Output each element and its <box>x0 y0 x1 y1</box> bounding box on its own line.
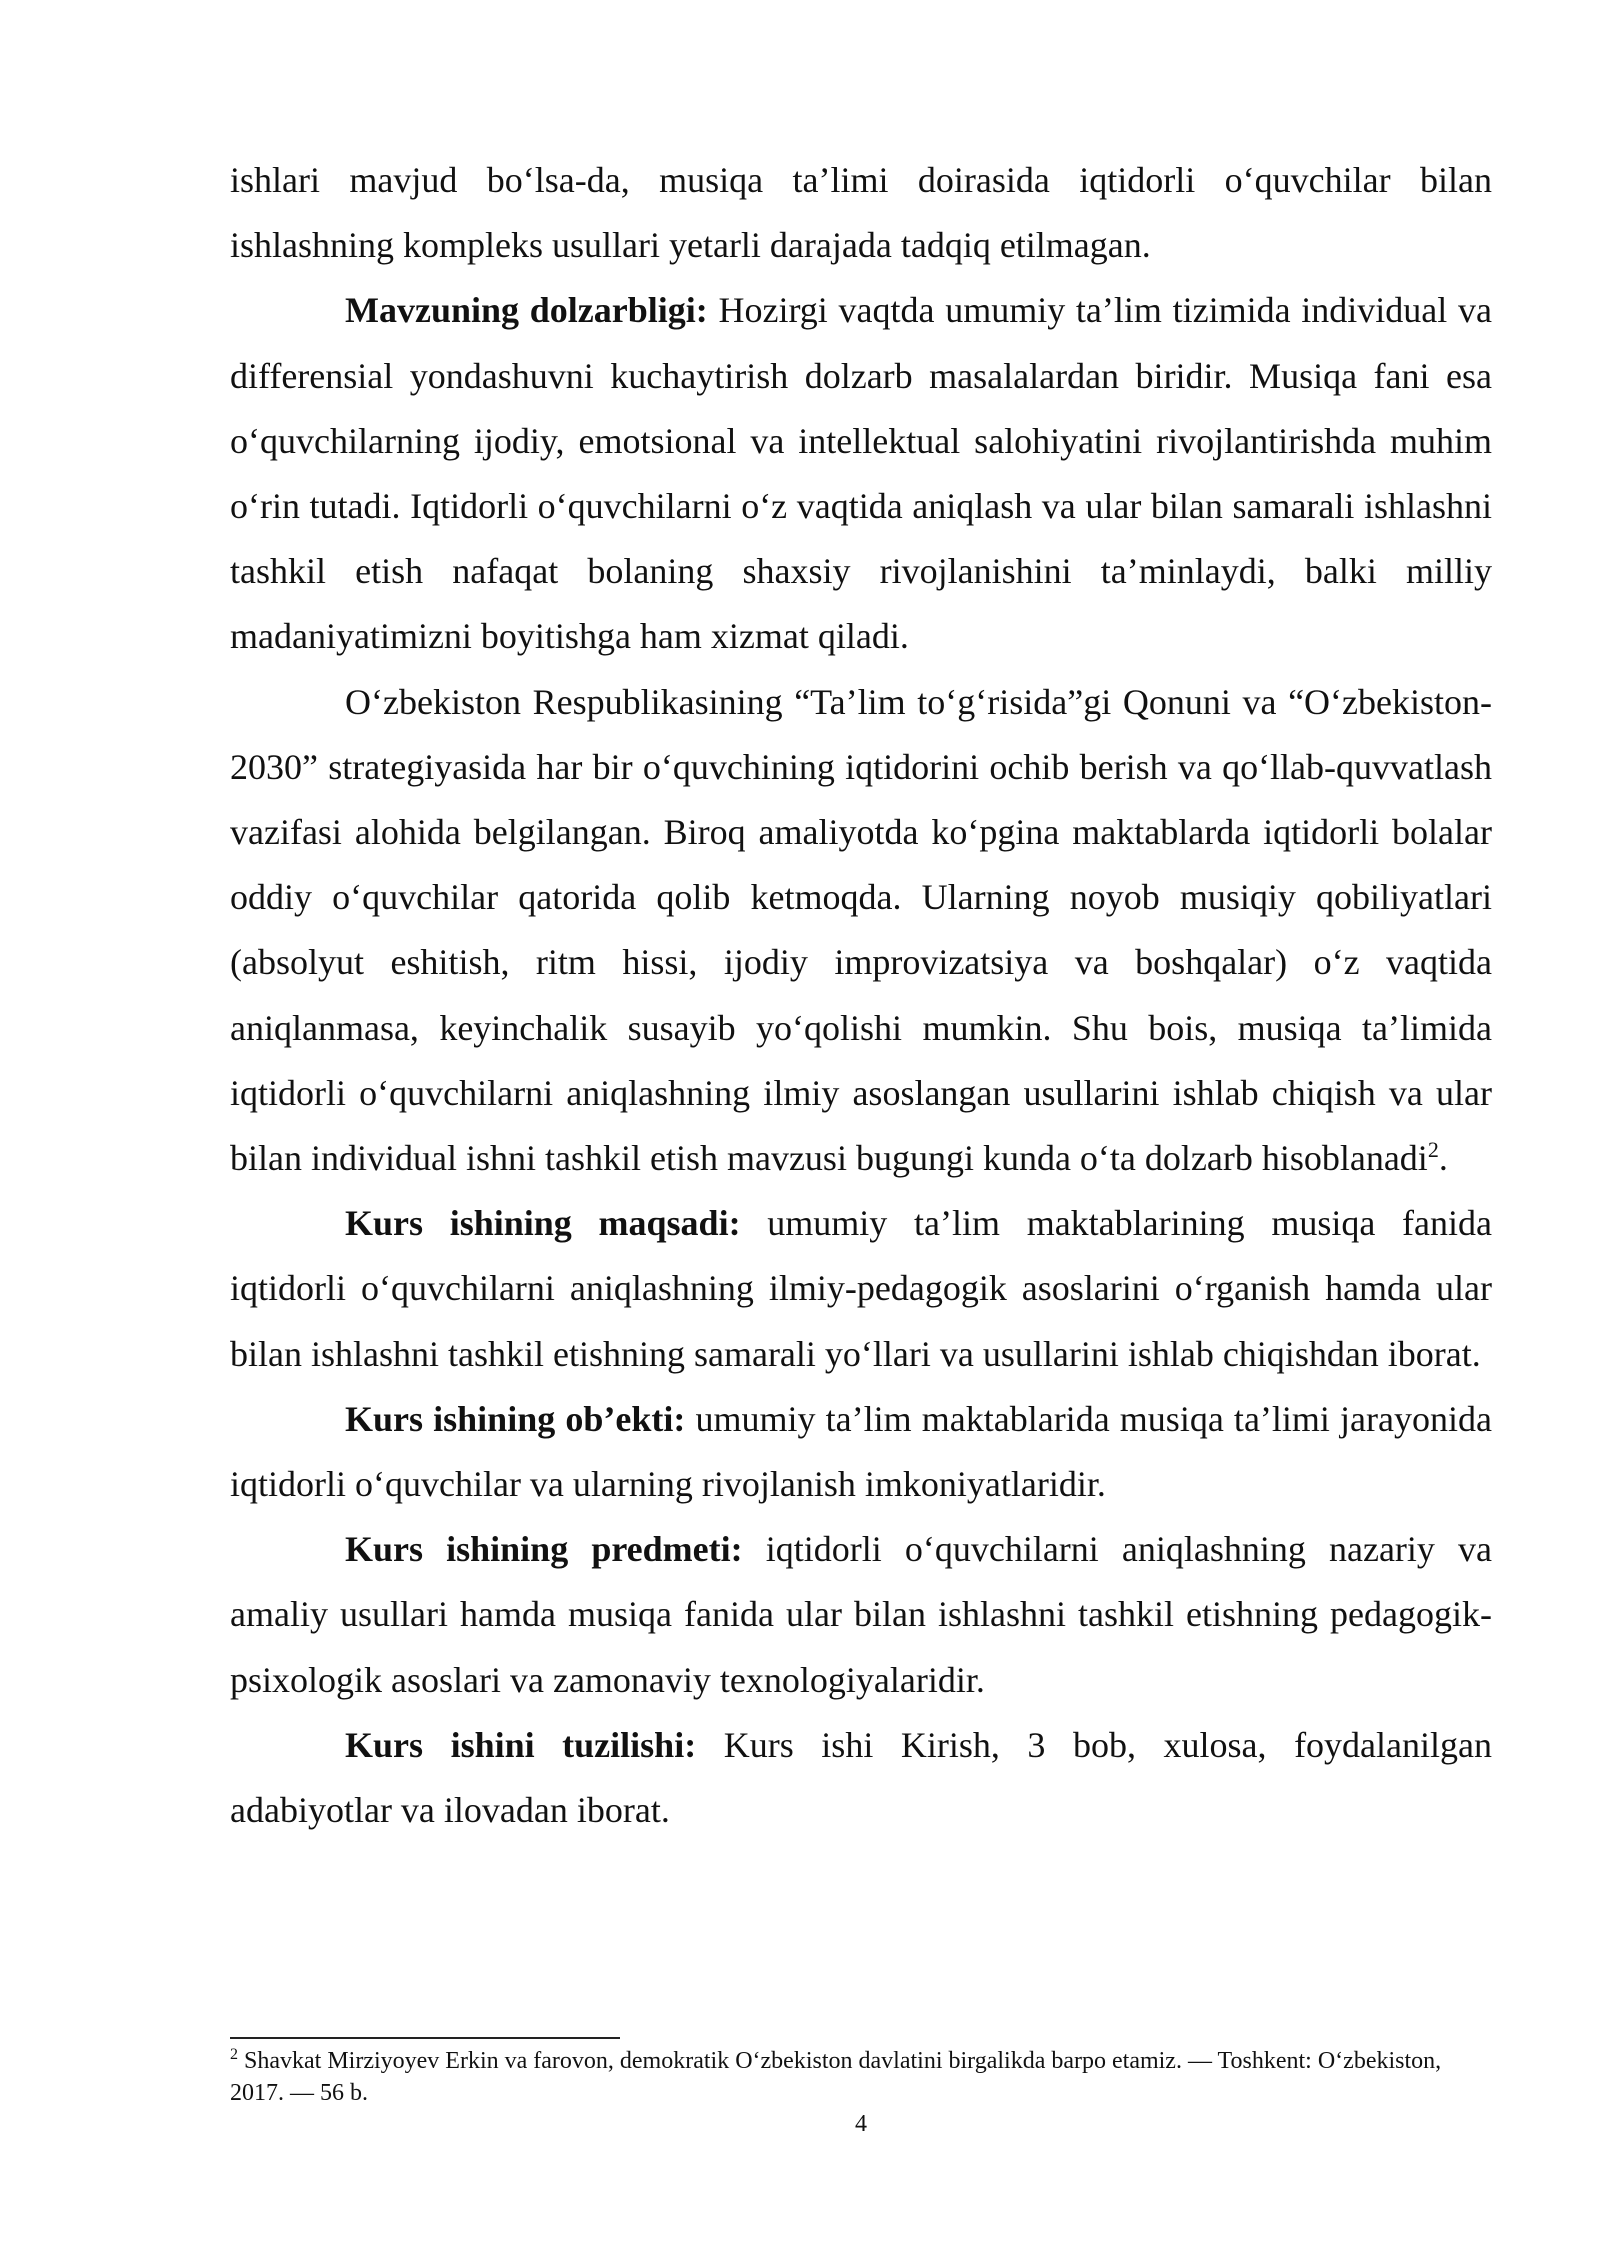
paragraph-heading: Kurs ishining ob’ekti: <box>345 1398 686 1439</box>
paragraph-heading: Kurs ishining predmeti: <box>345 1529 743 1570</box>
paragraph-heading: Mavzuning dolzarbligi: <box>345 290 708 331</box>
footnote <box>230 2045 1492 2109</box>
paragraph-subject <box>230 1517 1492 1713</box>
footnote-separator <box>230 2037 620 2039</box>
paragraph-object <box>230 1387 1492 1517</box>
paragraph-structure <box>230 1713 1492 1843</box>
footnote-reference: 2 <box>1427 1137 1439 1163</box>
paragraph-goal <box>230 1191 1492 1387</box>
paragraph-text: iqtidorli o‘quvchilarni aniqlashning nazariy va amaliy usullari hamda musiqa fanida ular bilan ishlashni tashkil etishning pedagogik-psixologik asoslari va zamonaviy texnologiyalaridir. <box>230 1529 1492 1700</box>
paragraph-tail: . <box>1438 1138 1448 1179</box>
paragraph-text: ishlari mavjud bo‘lsa-da, musiqa ta’limi doirasida iqtidorli o‘quvchilar bilan ishlashning kompleks usullari yetarli darajada tadqiq etilmagan. <box>230 160 1492 266</box>
body-text <box>230 148 1492 1843</box>
paragraph-relevance <box>230 278 1492 669</box>
footnote-marker: 2 <box>230 2046 238 2063</box>
paragraph-text: Hozirgi vaqtda umumiy ta’lim tizimida individual va differensial yondashuvni kuchaytirish dolzarb masalalardan biridir. Musiqa fani esa o‘quvchilarning ijodiy, emotsional va intellektual salohiyatini rivojlantirishda muhim o‘rin tutadi. Iqtidorli o‘quvchilarni o‘z vaqtida aniqlash va ular bilan samarali ishlashni tashkil etish nafaqat bolaning shaxsiy rivojlanishini ta’minlaydi, balki milliy madaniyatimizni boyitishga ham xizmat qiladi. <box>230 290 1492 657</box>
paragraph-text: umumiy ta’lim maktablarining musiqa fanida iqtidorli o‘quvchilarni aniqlashning ilmiy-pedagogik asoslarini o‘rganish hamda ular bilan ishlashni tashkil etishning samarali yo‘llari va usullarini ishlab chiqishdan iborat. <box>230 1203 1492 1374</box>
paragraph-text: O‘zbekiston Respublikasining “Ta’lim to‘g‘risida”gi Qonuni va “O‘zbekiston-2030” strategiyasida har bir o‘quvchining iqtidorini ochib berish va qo‘llab-quvvatlash vazifasi alohida belgilangan. Biroq amaliyotda ko‘pgina maktablarda iqtidorli bolalar oddiy o‘quvchilar qatorida qolib ketmoqda. Ularning noyob musiqiy qobiliyatlari (absolyut eshitish, ritm hissi, ijodiy improvizatsiya va boshqalar) o‘z vaqtida aniqlanmasa, keyinchalik susayib yo‘qolishi mumkin. Shu bois, musiqa ta’limida iqtidorli o‘quvchilarni aniqlashning ilmiy asoslangan usullarini ishlab chiqish va ular bilan individual ishni tashkil etish mavzusi bugungi kunda o‘ta dolzarb hisoblanadi <box>230 681 1492 1179</box>
paragraph-text: umumiy ta’lim maktablarida musiqa ta’limi jarayonida iqtidorli o‘quvchilar va ularning rivojlanish imkoniyatlaridir. <box>230 1398 1492 1505</box>
footnote-text: Shavkat Mirziyoyev Erkin va farovon, demokratik O‘zbekiston davlatini birgalikda barpo etamiz. — Toshkent: O‘zbekiston, 2017. — 56 b. <box>230 2048 1442 2106</box>
paragraph-intro-continuation <box>230 148 1492 278</box>
paragraph-legislation <box>230 670 1492 1192</box>
paragraph-text: Kurs ishi Kirish, 3 bob, xulosa, foydalanilgan adabiyotlar va ilovadan iborat. <box>230 1724 1492 1831</box>
paragraph-heading: Kurs ishini tuzilishi: <box>345 1724 697 1765</box>
paragraph-heading: Kurs ishining maqsadi: <box>345 1203 741 1244</box>
page-number: 4 <box>855 2111 867 2137</box>
